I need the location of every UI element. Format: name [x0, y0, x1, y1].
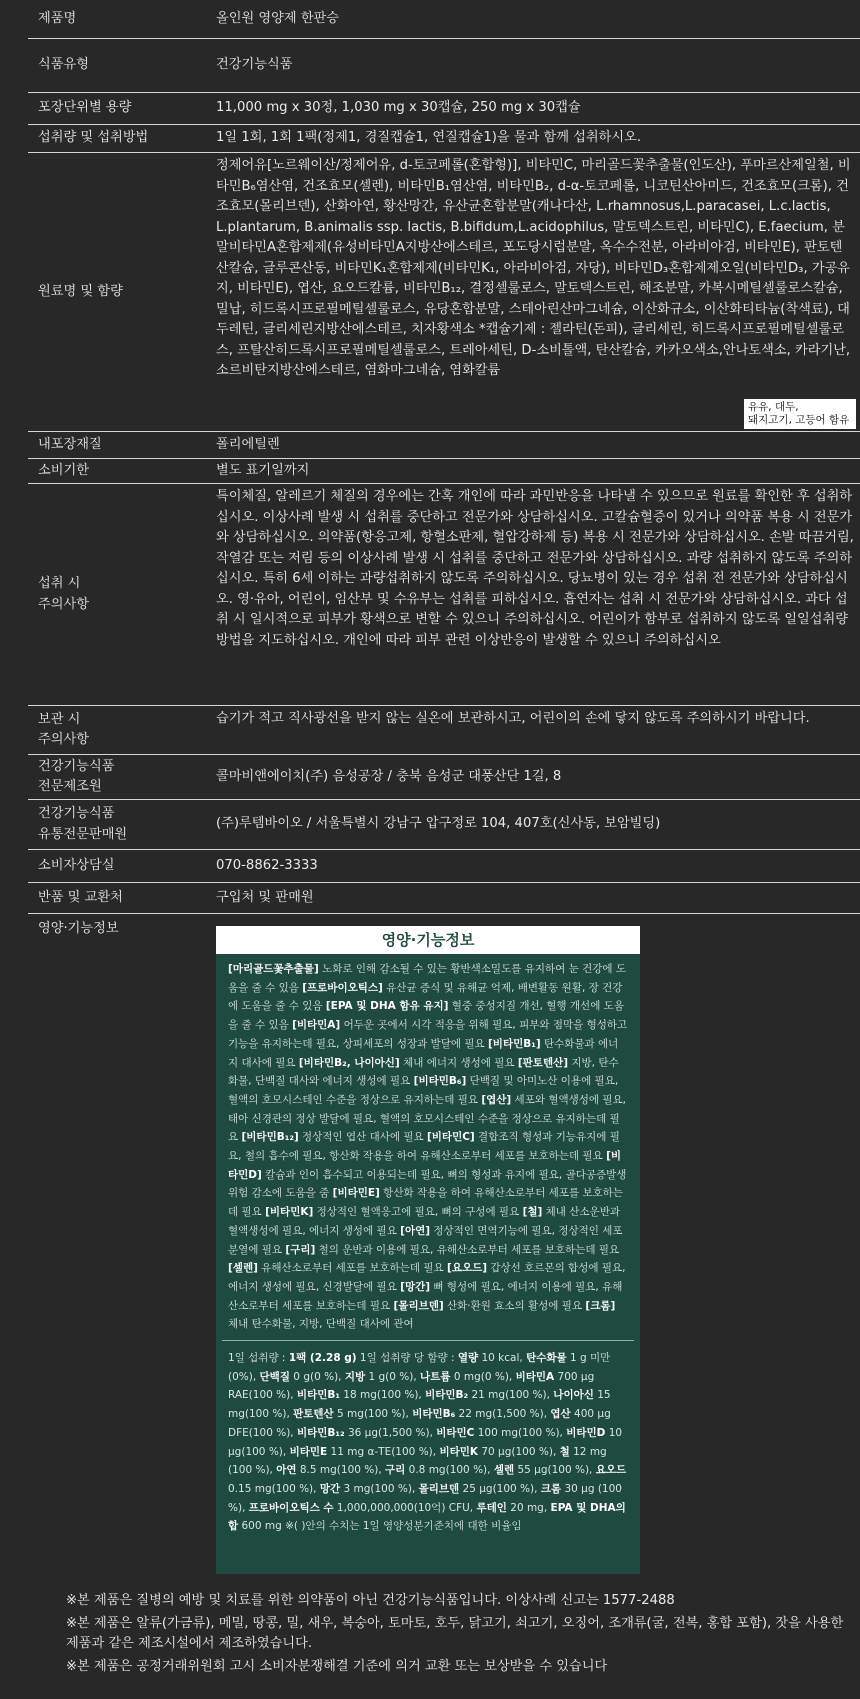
row-value — [208, 706, 860, 754]
nutrient-text: 0 g(0 %), — [289, 1370, 345, 1383]
nutrient-text: 10 μg(100 %), — [228, 1426, 623, 1458]
row-product-name — [28, 0, 860, 39]
row-food-type — [28, 39, 860, 93]
nutrient-text: 100 mg(100 %), — [474, 1426, 567, 1439]
nutrient-key: 판토텐산 — [293, 1408, 334, 1421]
row-value: 콜마비앤에이치(주) 음성공장 / 충북 음성군 대풍산단 1길, 8 — [216, 768, 562, 784]
row-value: 폴리에틸렌 — [216, 436, 280, 452]
nutrient-text: 혈중 중성지질 개선, 혈행 개선에 도움을 줄 수 있음 — [228, 1000, 624, 1032]
nutrient-key: 비타민E — [289, 1445, 328, 1458]
nutrient-key: 요오드 — [595, 1464, 627, 1477]
nutrient-text: 유산균 증식 및 유해균 억제, 배변활동 원활, 장 건강에 도움을 줄 수 있음 — [228, 981, 623, 1013]
nutrient-text: 갑상선 호르몬의 합성에 필요, 에너지 생성에 필요, 신경발달에 필요 — [228, 1262, 626, 1293]
row-storage — [28, 706, 860, 755]
row-value: 별도 표기일까지 — [216, 462, 310, 478]
nutrient-key: 몰리브덴 — [418, 1482, 460, 1495]
nutrient-key: EPA 및 DHA의 합 — [228, 1501, 626, 1533]
nutrient-key: 프로바이오틱스 수 — [248, 1501, 334, 1514]
row-label: 내포장재질 — [38, 436, 102, 452]
nutrient-key: 나트륨 — [420, 1370, 451, 1383]
nutrient-text: 칼슘과 인이 흡수되고 이용되는데 필요, 뼈의 형성과 유지에 필요, 골다공증발생 위험 감소에 도움을 줌 — [228, 1168, 627, 1200]
nutrient-text: 세포와 혈액생성에 필요, 태아 신경관의 정상 발달에 필요, 혈액의 호모시스테인 수준을 정상으로 유지하는데 필요 — [228, 1093, 626, 1144]
nutrient-text: 탄수화물과 에너지 대사에 필요 — [228, 1037, 619, 1069]
product-info-table — [28, 0, 860, 944]
nutrient-text: 36 μg(1,500 %), — [344, 1426, 437, 1439]
row-label: 영양·기능정보 — [38, 920, 119, 936]
row-value: (주)루템바이오 / 서울특별시 강남구 압구정로 104, 407호(신사동, 보암빌딩) — [216, 816, 661, 832]
nutrient-text: 20 mg, — [506, 1501, 551, 1514]
nutrient-text: 5 mg(100 %), — [333, 1408, 413, 1421]
nutrient-text: 체내 산소운반과 혈액생성에 필요, 에너지 생성에 필요 — [228, 1206, 620, 1237]
nutrient-key: [아연] — [400, 1224, 431, 1237]
nutrient-text: 1 g(0 %), — [365, 1370, 421, 1383]
nutrient-key: 셀렌 — [493, 1464, 515, 1477]
row-label: 소비기한 — [38, 462, 89, 478]
storage-text: 습기가 적고 직사광선을 받지 않는 실온에 보관하시고, 어린이의 손에 닿지 않도록 주의하시기 바랍니다. — [216, 711, 810, 726]
nutrient-key: 크롬 — [540, 1482, 562, 1495]
row-expiry — [28, 459, 860, 484]
nutrient-text: 노화로 인해 감소될 수 있는 황반색소밀도를 유지하여 눈 건강에 도움을 줄 수 있음 — [228, 963, 626, 994]
row-caution — [28, 484, 860, 706]
row-value: 올인원 영양제 한판승 — [216, 10, 340, 26]
nutrient-key: [마리골드꽃추출물] — [228, 963, 319, 975]
nutrient-key: [비타민B₆] — [413, 1075, 467, 1088]
nutrition-panel — [216, 926, 640, 1574]
nutrient-text: 30 μg (100 %), — [228, 1482, 622, 1514]
nutrient-key: [셀렌] — [228, 1262, 258, 1275]
nutrient-text: 항산화 작용을 하여 유해산소로부터 세포를 보호하는데 필요 — [228, 1187, 624, 1219]
nutrient-key: 비타민A — [515, 1370, 555, 1383]
row-package-volume — [28, 93, 860, 125]
nutrient-key: 루테인 — [476, 1501, 507, 1514]
row-value: 구입처 및 판매원 — [216, 889, 314, 905]
nutrient-key: 비타민B₂ — [425, 1389, 469, 1402]
nutrient-key: 철 — [559, 1445, 570, 1458]
nutrient-key: [프로바이오틱스] — [302, 981, 383, 994]
row-value: 070-8862-3333 — [216, 857, 318, 873]
row-label: 반품 및 교환처 — [38, 889, 123, 905]
nutrient-key: [비타민C] — [426, 1131, 475, 1144]
nutrient-text: 25 μg(100 %), — [459, 1482, 541, 1495]
row-label: 건강기능식품 전문제조원 — [38, 758, 115, 794]
row-label: 소비자상담실 — [38, 857, 115, 873]
nutrient-key: [EPA 및 DHA 함유 유지] — [325, 1000, 449, 1013]
row-label: 섭취 시 주의사항 — [38, 576, 89, 612]
nutrient-text: 600 mg ※( )안의 수치는 1일 영양성분기준치에 대한 비율임 — [238, 1520, 522, 1533]
row-consumer-center — [28, 850, 860, 883]
nutrient-text: 0 mg(0 %), — [450, 1370, 516, 1383]
nutrient-key: 비타민B₆ — [412, 1408, 456, 1421]
panel-divider — [222, 1340, 634, 1341]
nutrient-text: 11 mg α-TE(100 %), — [327, 1445, 440, 1458]
nutrients-text — [216, 1349, 640, 1536]
nutrient-text: 8.5 mg(100 %), — [296, 1464, 386, 1477]
nutrient-text: 21 mg(100 %), — [468, 1389, 554, 1402]
row-value — [208, 484, 860, 705]
nutrient-text: 55 μg(100 %), — [514, 1464, 596, 1477]
nutrient-key: 비타민B₁₂ — [296, 1426, 345, 1439]
nutrient-text: 400 μg DFE(100 %), — [228, 1408, 611, 1439]
row-label: 식품유형 — [38, 57, 89, 73]
nutrient-key: 구리 — [385, 1464, 406, 1477]
row-value: 11,000 mg x 30정, 1,030 mg x 30캡슐, 250 mg x 30캡슐 — [216, 100, 581, 116]
row-value: 1일 1회, 1회 1팩(정제1, 경질캡슐1, 연질캡슐1)을 물과 함께 섭취하시오. — [216, 130, 642, 146]
nutrient-text: 3 mg(100 %), — [340, 1482, 419, 1495]
nutrient-key: 비타민K — [439, 1445, 479, 1458]
nutrient-text: 체내 에너지 생성에 필요 — [399, 1056, 518, 1069]
nutrient-key: [크롬] — [585, 1299, 616, 1312]
nutrient-key: 지방 — [344, 1370, 366, 1383]
allergen-callout: 유유, 대두, 돼지고기, 고등어 함유 — [744, 399, 856, 429]
nutrient-key: 아연 — [276, 1464, 297, 1477]
nutrient-text: 산화·환원 효소의 활성에 필요 — [443, 1299, 586, 1312]
nutrient-key: 비타민D — [566, 1426, 606, 1439]
nutrient-key: [엽산] — [481, 1093, 512, 1106]
nutrient-text: 700 μg RAE(100 %), — [228, 1370, 595, 1402]
nutrient-text: 1,000,000,000(10억) CFU, — [333, 1501, 477, 1514]
nutrient-key: [비타민B₁] — [488, 1037, 541, 1050]
nutrient-key: [철] — [522, 1206, 543, 1219]
nutrient-key: 1팩 (2.28 g) — [288, 1352, 357, 1365]
row-label: 섭취량 및 섭취방법 — [38, 130, 149, 146]
note-item: ※본 제품은 알류(가금류), 메밀, 땅콩, 밀, 새우, 복숭아, 토마토, 호두, 닭고기, 쇠고기, 오징어, 조개류(굴, 전복, 홍합 포함), 잣을 사용한 제품과 같은 제조시설에서 제조하였습니다. — [66, 1615, 844, 1652]
nutrient-text: 어두운 곳에서 시각 적응을 위해 필요, 피부와 점막을 형성하고 기능을 유지하는데 필요, 상피세포의 성장과 발달에 필요 — [228, 1019, 628, 1050]
nutrition-panel-title: 영양·기능정보 — [216, 926, 640, 954]
nutrient-key: [판토텐산] — [517, 1056, 569, 1069]
ingredients-text: 정제어유[노르웨이산/정제어유, d-토코페롤(혼합형)], 비타민C, 마리골드꽃추출물(인도산), 푸마르산제일철, 비타민B₆염산염, 건조효모(셀렌), 비타민B₁염산염, 비타민B₂, d-α-토코페롤, 니코틴산아미드, 건조효모(크롬), 건조효모(몰리브덴), 산화아연, 황산망간, 유산균혼합분말(캐나다산, L.rhamnosus,L.paracasei, L.c.lactis, L.plantarum, B.animalis ssp. lactis, B.bifidum,L.acidophilus, 말토덱스트린, 비타민C), E.faecium, 분말비타민A혼합제제(유성비타민A지방산에스테르, 포도당시럽분말, 옥수수전분, 아라비아검, 비타민E), 판토텐산칼슘, 글루콘산동, 비타민K₁혼합제제(비타민K₁, 아라비아검, 자당), 비타민D₃혼합제제오일(비타민D₃, 가공유지, 비타민E), 엽산, 요오드칼륨, 비타민B₁₂, 결정셀룰로스, 말토덱스트린, 해조분말, 카복시메틸셀룰로스칼슘, 밀납, 히드록시프로필메틸셀룰로스, 유당혼합분말, 스테아린산마그네슘, 이산화규소, 이산화티타늄(착색료), 대두레틴, 글리세린지방산에스테르, 치자황색소 *캡슐기제 : 젤라틴(돈피), 글리세린, 히드록시프로필메틸셀룰로스, 프탈산히드록시프로필메틸셀룰로스, 트레아세틴, D-소비톨액, 탄산칼슘, 카카오색소,안나토색소, 카라기난, 소르비탄지방산에스테르, 염화마그네슘, 염화칼륨 — [216, 158, 851, 378]
nutrient-key: [몰리브덴] — [393, 1299, 444, 1312]
row-returns — [28, 883, 860, 914]
nutrient-text: 지방, 탄수화물, 단백질 대사와 에너지 생성에 필요 — [228, 1056, 619, 1088]
nutrient-text: 12 mg (100 %), — [228, 1445, 607, 1477]
nutrient-text: 체내 탄수화물, 지방, 단백질 대사에 관여 — [228, 1318, 414, 1331]
caution-text: 특이체질, 알레르기 체질의 경우에는 간혹 개인에 따라 과민반응을 나타낼 수 있으므로 원료를 확인한 후 섭취하십시오. 이상사례 발생 시 섭취를 중단하고 전문가와 상담하십시오. 고칼슘혈증이 있거나 의약품 복용 시 전문가와 상담하십시오. 의약품(항응고제, 항혈소판제, 혈압강하제 등) 복용 시 전문가와 상담하십시오. 손발 따끔거림, 작열감 또는 저림 등의 이상사례 발생 시 섭취를 중단하고 전문가와 상담하십시오. 과량 섭취하지 않도록 주의하십시오. 특히 6세 이하는 과량섭취하지 않도록 주의하십시오. 당뇨병이 있는 경우 섭취 전 전문가와 상담하십시오. 영·유아, 어린이, 임산부 및 수유부는 섭취를 피하십시오. 흡연자는 섭취 시 전문가와 상담하십시오. 과다 섭취 시 일시적으로 피부가 황색으로 변할 수 있으니 주의하십시오. 어린이가 함부로 섭취하지 않도록 일일섭취량 방법을 지도하십시오. 개인에 따라 피부 관련 이상반응이 발생할 수 있으니 주의하십시오 — [216, 489, 854, 648]
nutrient-text: 결합조직 형성과 기능유지에 필요, 철의 흡수에 필요, 항산화 작용을 하여 유해산소로부터 세포를 보호하는데 필요 — [228, 1131, 620, 1163]
nutrient-text: 철의 운반과 이용에 필요, 유해산소로부터 세포를 보호하는데 필요 — [315, 1243, 620, 1256]
nutrient-key: [비타민A] — [292, 1019, 341, 1032]
nutrient-text: 15 mg(100 %), — [228, 1389, 611, 1421]
nutrient-key: [비타민D] — [228, 1150, 622, 1181]
row-value — [208, 153, 860, 431]
nutrient-text: 정상적인 혈액응고에 필요, 뼈의 구성에 필요 — [313, 1206, 523, 1219]
nutrient-text: 0.15 mg(100 %), — [228, 1482, 320, 1495]
nutrient-text: 유해산소로부터 세포를 보호하는데 필요 — [257, 1262, 448, 1275]
row-label: 건강기능식품 유통전문판매원 — [38, 806, 128, 842]
nutrient-text: 1 g 미만(0%), — [228, 1352, 611, 1383]
nutrient-text: 정상적인 면역기능에 필요, 정상적인 세포분열에 필요 — [228, 1224, 623, 1256]
nutrient-key: [비타민E] — [332, 1187, 380, 1200]
row-ingredients — [28, 153, 860, 432]
nutrient-key: 나이아신 — [553, 1389, 594, 1402]
row-label: 원료명 및 함량 — [38, 283, 123, 299]
nutrient-text: 정상적인 엽산 대사에 필요 — [298, 1131, 427, 1144]
nutrient-key: 탄수화물 — [526, 1352, 567, 1365]
nutrient-key: 단백질 — [259, 1370, 290, 1383]
footer-notes — [66, 1591, 846, 1680]
nutrient-text: 18 mg(100 %), — [339, 1389, 426, 1402]
nutrient-key: [요오드] — [447, 1262, 488, 1275]
nutrient-text: 70 μg(100 %), — [478, 1445, 560, 1458]
nutrient-key: [비타민B₂, 나이아신] — [298, 1056, 400, 1069]
note-item: ※본 제품은 공정거래위원회 고시 소비자분쟁해결 기준에 의거 교환 또는 보상받을 수 있습니다 — [66, 1659, 608, 1675]
row-label: 보관 시 주의사항 — [38, 711, 89, 747]
nutrient-key: [망간] — [400, 1280, 431, 1293]
nutrient-key: [비타민B₁₂] — [241, 1131, 299, 1144]
nutrient-text: 1일 섭취량 당 함량 : — [356, 1352, 458, 1365]
nutrient-key: [구리] — [285, 1243, 316, 1256]
nutrient-text: 22 mg(1,500 %), — [455, 1408, 551, 1421]
nutrient-key: 망간 — [319, 1482, 341, 1495]
nutrient-key: 비타민C — [436, 1426, 475, 1439]
nutrient-text: 단백질 및 아미노산 이용에 필요, 혈액의 호모시스테인 수준을 정상으로 유지하는데 필요 — [228, 1075, 619, 1106]
nutrient-text: 뼈 형성에 필요, 에너지 이용에 필요, 유해산소로부터 세포를 보호하는데 필요 — [228, 1280, 623, 1312]
nutrient-text: 1일 섭취량 : — [228, 1352, 289, 1365]
row-manufacturer — [28, 755, 860, 800]
row-label: 제품명 — [38, 10, 77, 26]
row-label: 포장단위별 용량 — [38, 100, 132, 116]
row-value: 건강기능식품 — [216, 57, 293, 73]
nutrient-key: 비타민B₁ — [296, 1389, 340, 1402]
functions-text — [216, 960, 640, 1334]
row-inner-packaging — [28, 432, 860, 459]
nutrient-key: 엽산 — [550, 1408, 571, 1421]
row-intake — [28, 125, 860, 153]
note-item: ※본 제품은 질병의 예방 및 치료를 위한 의약품이 아닌 건강기능식품입니다. 이상사례 신고는 1577-2488 — [66, 1593, 675, 1608]
nutrient-text: 10 kcal, — [478, 1352, 527, 1365]
row-distributor — [28, 800, 860, 850]
nutrient-key: [비타민K] — [265, 1206, 314, 1219]
nutrient-text: 0.8 mg(100 %), — [405, 1464, 494, 1477]
nutrient-key: 열량 — [457, 1352, 479, 1365]
